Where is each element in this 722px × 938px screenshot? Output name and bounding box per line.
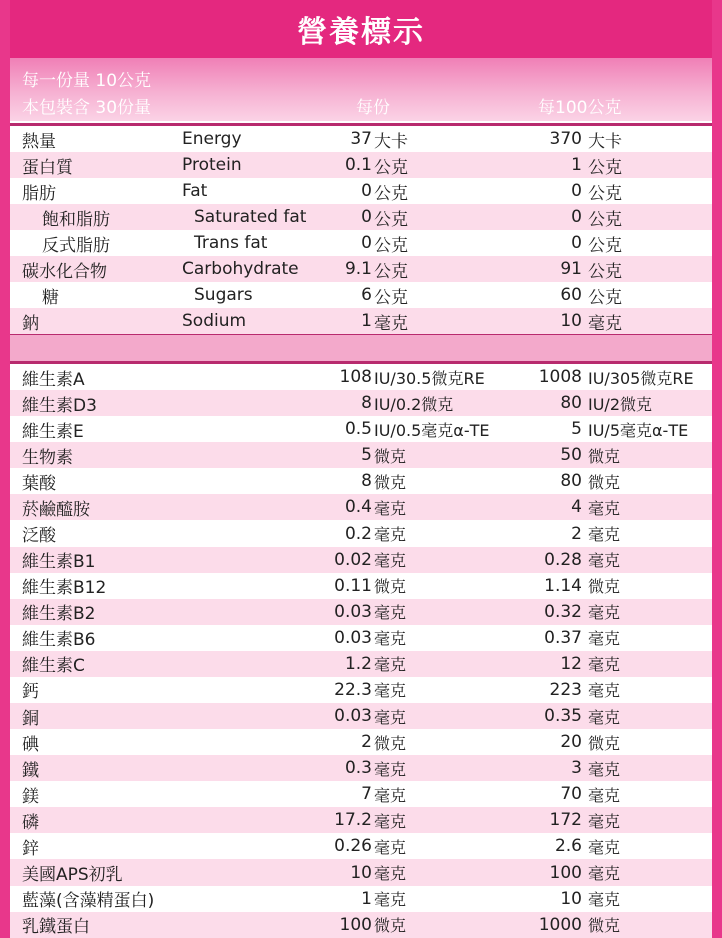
- table-row: [10, 599, 712, 625]
- per-100g-unit: 公克: [588, 183, 622, 204]
- per-serving-unit: 毫克: [374, 681, 407, 701]
- nutrient-name-cn: 維生素B6: [22, 630, 96, 651]
- per-100g-value: 1000: [538, 914, 582, 935]
- per-100g-value: 0: [571, 181, 582, 201]
- per-serving-unit: 毫克: [374, 707, 407, 727]
- per-100g-value: 4: [571, 497, 582, 518]
- per-serving-unit: 毫克: [374, 785, 407, 805]
- table-row: [10, 494, 712, 520]
- per-serving-unit: 微克: [374, 446, 407, 466]
- per-serving-value: 1: [361, 311, 372, 331]
- nutrient-name-cn: 脂肪: [22, 183, 56, 204]
- nutrient-name-en: Protein: [182, 155, 242, 175]
- per-serving-unit: 毫克: [374, 864, 407, 884]
- per-100g-value: 3: [571, 758, 582, 779]
- table-row: [10, 781, 712, 807]
- nutrient-name-cn: 碘: [22, 734, 39, 755]
- nutrient-name-cn: 維生素C: [22, 656, 85, 677]
- per-serving-unit: 微克: [374, 733, 407, 753]
- nutrient-name-cn: 維生素A: [22, 369, 85, 390]
- nutrient-name-cn: 熱量: [22, 131, 56, 152]
- table-row: [10, 416, 712, 442]
- per-100g-unit: 毫克: [588, 655, 621, 675]
- nutrient-name-cn: 維生素B1: [22, 552, 96, 573]
- per-serving-unit: IU/30.5微克RE: [374, 368, 485, 388]
- nutrient-name-cn: 維生素B12: [22, 578, 107, 599]
- per-100g-unit: 公克: [588, 261, 622, 282]
- per-100g-unit: 微克: [588, 577, 621, 597]
- per-100g-value: 1.14: [544, 575, 582, 596]
- nutrient-name-cn: 生物素: [22, 447, 73, 468]
- per-serving-value: 7: [361, 784, 372, 805]
- per-serving-value: 108: [339, 367, 372, 388]
- per-serving-unit: 公克: [374, 287, 408, 308]
- nutrient-name-en: Sodium: [182, 311, 247, 331]
- nutrient-name-cn: 蛋白質: [22, 157, 73, 178]
- per-serving-value: 0.03: [334, 706, 372, 727]
- per-serving-unit: 毫克: [374, 629, 407, 649]
- per-serving-value: 17.2: [334, 810, 372, 831]
- per-serving-value: 1: [361, 888, 372, 909]
- nutrient-name-cn: 藍藻(含藻精蛋白): [22, 891, 155, 912]
- serving-size: 每一份量 10公克: [22, 71, 152, 91]
- nutrient-name-en: Energy: [182, 129, 242, 149]
- per-serving-value: 100: [339, 914, 372, 935]
- table-row: [10, 126, 712, 152]
- per-100g-unit: IU/305微克RE: [588, 368, 694, 388]
- per-100g-unit: 毫克: [588, 890, 621, 910]
- per-100g-value: 91: [560, 259, 582, 279]
- table-header: [10, 58, 712, 121]
- table-row: [10, 390, 712, 416]
- nutrient-name-cn: 鈉: [22, 313, 39, 334]
- per-100g-value: 100: [549, 862, 582, 883]
- per-100g-value: 0.32: [544, 601, 582, 622]
- per-100g-value: 12: [560, 653, 582, 674]
- per-serving-unit: 毫克: [374, 551, 407, 571]
- nutrient-name-cn: 菸鹼醯胺: [22, 499, 90, 520]
- per-serving-value: 1.2: [344, 653, 372, 674]
- table-row: [10, 308, 712, 334]
- per-serving-unit: 毫克: [374, 837, 407, 857]
- table-row: [10, 520, 712, 546]
- per-100g-unit: 毫克: [588, 498, 621, 518]
- nutrient-name-cn: 鐵: [22, 760, 39, 781]
- nutrient-name-en: Carbohydrate: [182, 259, 299, 279]
- per-serving-value: 0: [361, 233, 372, 253]
- vitamins-minerals-table: [10, 361, 712, 938]
- per-100g-value: 0: [571, 233, 582, 253]
- per-serving-value: 0.3: [344, 758, 372, 779]
- per-100g-unit: 微克: [588, 733, 621, 753]
- per-serving-unit: 公克: [374, 209, 408, 230]
- per-100g-value: 223: [549, 679, 582, 700]
- per-serving-unit: 毫克: [374, 498, 407, 518]
- per-serving-value: 37: [350, 129, 372, 149]
- per-100g-unit: 毫克: [588, 629, 621, 649]
- per-serving-value: 6: [361, 285, 372, 305]
- nutrient-name-cn: 鋅: [22, 838, 39, 859]
- per-100g-unit: 毫克: [588, 551, 621, 571]
- per-100g-unit: 微克: [588, 472, 621, 492]
- main-nutrients-table: [10, 123, 712, 335]
- per-100g-value: 0.37: [544, 627, 582, 648]
- per-100g-unit: 毫克: [588, 313, 622, 334]
- table-row: [10, 547, 712, 573]
- per-serving-unit: 公克: [374, 183, 408, 204]
- per-serving-value: 0.02: [334, 549, 372, 570]
- per-100g-value: 2: [571, 523, 582, 544]
- per-serving-value: 5: [361, 445, 372, 466]
- per-100g-unit: 大卡: [588, 131, 622, 152]
- nutrition-label: [10, 0, 712, 938]
- per-100g-value: 80: [560, 393, 582, 414]
- per-serving-unit: 毫克: [374, 759, 407, 779]
- per-serving-unit: 毫克: [374, 313, 408, 334]
- per-serving-unit: IU/0.2微克: [374, 394, 454, 414]
- per-serving-unit: 公克: [374, 235, 408, 256]
- table-row: [10, 468, 712, 494]
- per-100g-value: 50: [560, 445, 582, 466]
- per-100g-unit: 微克: [588, 916, 621, 936]
- nutrient-name-cn: 磷: [22, 812, 39, 833]
- per-serving-value: 22.3: [334, 679, 372, 700]
- table-row: [10, 152, 712, 178]
- per-100g-value: 1008: [538, 367, 582, 388]
- per-serving-value: 8: [361, 393, 372, 414]
- per-serving-value: 0.03: [334, 601, 372, 622]
- per-100g-unit: 公克: [588, 157, 622, 178]
- per-100g-unit: 毫克: [588, 837, 621, 857]
- table-row: [10, 625, 712, 651]
- table-row: [10, 230, 712, 256]
- per-serving-value: 0.03: [334, 627, 372, 648]
- table-row: [10, 677, 712, 703]
- nutrient-name-en: Saturated fat: [194, 207, 307, 227]
- per-100g-value: 10: [560, 888, 582, 909]
- nutrient-name-en: Trans fat: [194, 233, 268, 253]
- per-serving-unit: 公克: [374, 157, 408, 178]
- nutrient-name-cn: 乳鐵蛋白: [22, 917, 90, 938]
- per-serving-value: 10: [350, 862, 372, 883]
- table-row: [10, 886, 712, 912]
- per-serving-unit: IU/0.5毫克α-TE: [374, 420, 490, 440]
- per-100g-unit: 毫克: [588, 864, 621, 884]
- per-100g-unit: 毫克: [588, 759, 621, 779]
- per-serving-unit: 微克: [374, 577, 407, 597]
- per-serving-value: 0.2: [344, 523, 372, 544]
- per-100g-unit: 毫克: [588, 681, 621, 701]
- per-serving-value: 2: [361, 732, 372, 753]
- per-serving-unit: 毫克: [374, 890, 407, 910]
- section-divider: [10, 335, 712, 361]
- per-100g-value: 80: [560, 471, 582, 492]
- per-100g-value: 10: [560, 311, 582, 331]
- per-100g-value: 2.6: [554, 836, 582, 857]
- per-serving-unit: 毫克: [374, 811, 407, 831]
- per-100g-unit: 公克: [588, 235, 622, 256]
- per-100g-value: 0: [571, 207, 582, 227]
- per-serving-unit: 微克: [374, 916, 407, 936]
- nutrient-name-cn: 葉酸: [22, 473, 56, 494]
- table-row: [10, 807, 712, 833]
- per-serving-value: 8: [361, 471, 372, 492]
- per-100g-value: 70: [560, 784, 582, 805]
- nutrient-name-cn: 美國APS初乳: [22, 865, 123, 886]
- title-bar: [10, 0, 712, 58]
- per-100g-unit: 毫克: [588, 707, 621, 727]
- nutrient-name-cn: 反式脂肪: [42, 235, 110, 256]
- nutrient-name-cn: 鎂: [22, 786, 39, 807]
- per-100g-unit: 公克: [588, 209, 622, 230]
- table-row: [10, 364, 712, 390]
- table-row: [10, 703, 712, 729]
- nutrient-name-cn: 維生素B2: [22, 604, 96, 625]
- per-serving-unit: 毫克: [374, 525, 407, 544]
- per-serving-unit: 毫克: [374, 655, 407, 675]
- column-per-serving: 每份: [356, 98, 390, 118]
- per-100g-unit: 公克: [588, 287, 622, 308]
- per-serving-unit: 公克: [374, 261, 408, 282]
- per-serving-value: 0.26: [334, 836, 372, 857]
- table-row: [10, 729, 712, 755]
- nutrient-name-cn: 維生素D3: [22, 395, 97, 416]
- per-serving-value: 0: [361, 207, 372, 227]
- per-100g-unit: 毫克: [588, 525, 621, 544]
- per-serving-value: 0.11: [334, 575, 372, 596]
- nutrient-name-cn: 碳水化合物: [22, 261, 107, 282]
- table-row: [10, 651, 712, 677]
- per-100g-value: 5: [571, 419, 582, 440]
- nutrient-name-cn: 飽和脂肪: [42, 209, 110, 230]
- per-serving-unit: 大卡: [374, 131, 408, 152]
- table-row: [10, 859, 712, 885]
- per-100g-unit: 毫克: [588, 785, 621, 805]
- per-serving-value: 0.1: [344, 155, 372, 175]
- nutrient-name-cn: 維生素E: [22, 421, 84, 442]
- nutrient-name-en: Sugars: [194, 285, 253, 305]
- nutrient-name-en: Fat: [182, 181, 208, 201]
- per-100g-value: 370: [549, 129, 582, 149]
- table-row: [10, 833, 712, 859]
- table-row: [10, 573, 712, 599]
- per-serving-unit: 微克: [374, 472, 407, 492]
- per-100g-value: 0.35: [544, 706, 582, 727]
- per-100g-value: 0.28: [544, 549, 582, 570]
- table-row: [10, 912, 712, 938]
- nutrient-name-cn: 泛酸: [22, 526, 56, 546]
- page-title: 營養標示: [297, 15, 425, 50]
- per-100g-value: 172: [549, 810, 582, 831]
- table-row: [10, 204, 712, 230]
- per-serving-value: 0.4: [344, 497, 372, 518]
- per-serving-value: 0: [361, 181, 372, 201]
- per-serving-value: 9.1: [344, 259, 372, 279]
- nutrient-name-cn: 銅: [22, 708, 39, 729]
- table-row: [10, 442, 712, 468]
- per-100g-unit: 毫克: [588, 603, 621, 623]
- table-row: [10, 256, 712, 282]
- table-row: [10, 282, 712, 308]
- table-row: [10, 755, 712, 781]
- per-serving-unit: 毫克: [374, 603, 407, 623]
- table-row: [10, 178, 712, 204]
- per-100g-value: 20: [560, 732, 582, 753]
- nutrient-name-cn: 鈣: [22, 682, 39, 703]
- per-serving-value: 0.5: [344, 419, 372, 440]
- per-100g-unit: 微克: [588, 446, 621, 466]
- per-100g-unit: IU/5毫克α-TE: [588, 420, 689, 440]
- nutrient-name-cn: 糖: [42, 287, 59, 308]
- per-100g-unit: IU/2微克: [588, 394, 653, 414]
- per-100g-unit: 毫克: [588, 811, 621, 831]
- servings-per-pack: 本包裝含 30份量: [22, 98, 152, 118]
- column-per-100g: 每100公克: [538, 98, 622, 118]
- per-100g-value: 1: [571, 155, 582, 175]
- per-100g-value: 60: [560, 285, 582, 305]
